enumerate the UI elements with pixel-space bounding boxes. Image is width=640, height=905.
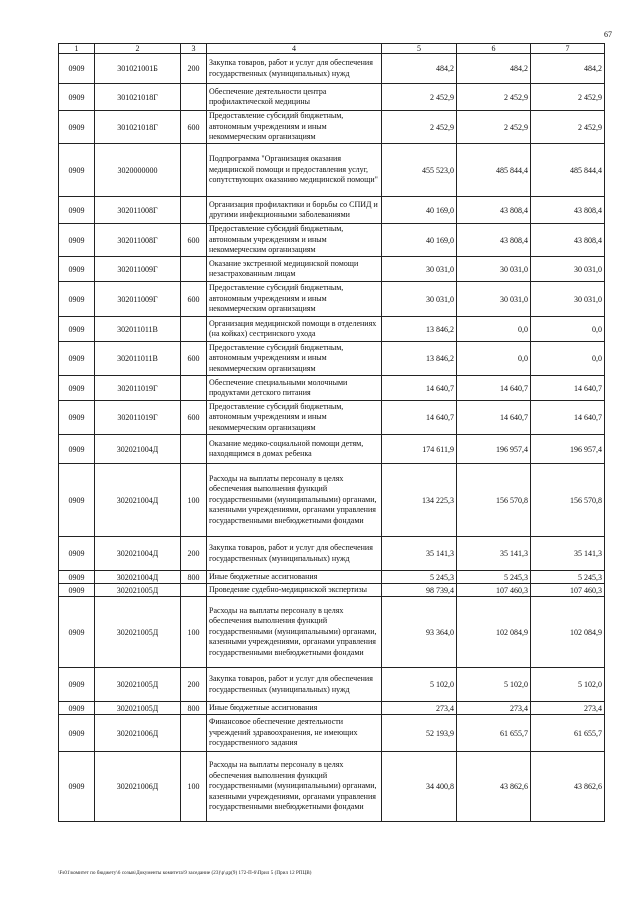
amount-col7: 5 245,3 — [531, 571, 605, 584]
expense-type-code — [181, 257, 207, 282]
table-row — [59, 464, 605, 537]
amount-col5: 40 169,0 — [382, 224, 457, 257]
target-article-code: 302021004Д — [95, 435, 181, 464]
amount-col5: 455 523,0 — [382, 144, 457, 197]
amount-col5: 174 611,9 — [382, 435, 457, 464]
code-0909: 0909 — [59, 144, 95, 197]
amount-col6: 43 808,4 — [457, 197, 531, 224]
amount-col7: 2 452,9 — [531, 84, 605, 111]
expense-type-code — [181, 197, 207, 224]
table-row — [59, 111, 605, 144]
code-0909: 0909 — [59, 342, 95, 376]
amount-col5: 13 846,2 — [382, 317, 457, 342]
code-0909: 0909 — [59, 224, 95, 257]
amount-col7: 2 452,9 — [531, 111, 605, 144]
table-row — [59, 668, 605, 702]
expense-type-code: 600 — [181, 401, 207, 435]
amount-col6: 0,0 — [457, 342, 531, 376]
expense-type-code — [181, 376, 207, 401]
table-row — [59, 197, 605, 224]
code-0909: 0909 — [59, 257, 95, 282]
amount-col7: 30 031,0 — [531, 282, 605, 317]
amount-col5: 5 245,3 — [382, 571, 457, 584]
table-row — [59, 376, 605, 401]
column-header: 6 — [457, 44, 531, 54]
code-0909: 0909 — [59, 84, 95, 111]
column-header: 4 — [207, 44, 382, 54]
amount-col5: 14 640,7 — [382, 376, 457, 401]
item-name: Закупка товаров, работ и услуг для обеспечения государственных (муниципальных) нужд — [207, 668, 382, 702]
table-row — [59, 54, 605, 84]
table-row — [59, 84, 605, 111]
expense-type-code: 800 — [181, 571, 207, 584]
item-name: Расходы на выплаты персоналу в целях обеспечения выполнения функций государственными (муниципальными) органами, казенными учреждениями, органами управления государственными внебюджетными фондами — [207, 752, 382, 822]
amount-col7: 484,2 — [531, 54, 605, 84]
table-row — [59, 342, 605, 376]
amount-col6: 43 862,6 — [457, 752, 531, 822]
amount-col5: 40 169,0 — [382, 197, 457, 224]
amount-col7: 14 640,7 — [531, 376, 605, 401]
table-row — [59, 537, 605, 571]
table-row — [59, 752, 605, 822]
expense-type-code — [181, 317, 207, 342]
page-number: 67 — [604, 30, 612, 39]
target-article-code: 302021005Д — [95, 584, 181, 597]
expense-type-code: 600 — [181, 111, 207, 144]
amount-col6: 2 452,9 — [457, 111, 531, 144]
amount-col5: 14 640,7 — [382, 401, 457, 435]
code-0909: 0909 — [59, 435, 95, 464]
item-name: Закупка товаров, работ и услуг для обеспечения государственных (муниципальных) нужд — [207, 54, 382, 84]
item-name: Обеспечение специальными молочными продуктами детского питания — [207, 376, 382, 401]
table-header-row — [59, 44, 605, 54]
expense-type-code: 600 — [181, 282, 207, 317]
expense-type-code: 100 — [181, 464, 207, 537]
amount-col7: 43 808,4 — [531, 197, 605, 224]
code-0909: 0909 — [59, 715, 95, 752]
amount-col6: 102 084,9 — [457, 597, 531, 668]
amount-col5: 98 739,4 — [382, 584, 457, 597]
code-0909: 0909 — [59, 54, 95, 84]
amount-col6: 14 640,7 — [457, 376, 531, 401]
column-header: 1 — [59, 44, 95, 54]
code-0909: 0909 — [59, 401, 95, 435]
item-name: Организация медицинской помощи в отделениях (на койках) сестринского ухода — [207, 317, 382, 342]
item-name: Финансовое обеспечение деятельности учреждений здравоохранения, не имеющих государственного задания — [207, 715, 382, 752]
code-0909: 0909 — [59, 597, 95, 668]
amount-col7: 43 862,6 — [531, 752, 605, 822]
amount-col5: 93 364,0 — [382, 597, 457, 668]
target-article-code: 302021006Д — [95, 752, 181, 822]
code-0909: 0909 — [59, 537, 95, 571]
amount-col5: 2 452,9 — [382, 111, 457, 144]
amount-col5: 484,2 — [382, 54, 457, 84]
target-article-code: 302021004Д — [95, 464, 181, 537]
item-name: Предоставление субсидий бюджетным, автономным учреждениям и иным некоммерческим организациям — [207, 111, 382, 144]
item-name: Подпрограмма "Организация оказания медицинской помощи и предоставления услуг, сопутствующих оказанию медицинской помощи" — [207, 144, 382, 197]
file-path-footer: \Fs01\комитет по бюджету\6 созыв\Документы комитета\9 заседание (23)\р\др(9) 172-П-6\Прил 5 (Прил 12 РПЦВ) — [58, 871, 312, 876]
target-article-code: 302021005Д — [95, 668, 181, 702]
expense-type-code: 100 — [181, 597, 207, 668]
target-article-code: 301021001Б — [95, 54, 181, 84]
budget-table — [58, 43, 605, 822]
amount-col5: 34 400,8 — [382, 752, 457, 822]
amount-col6: 30 031,0 — [457, 282, 531, 317]
amount-col5: 13 846,2 — [382, 342, 457, 376]
item-name: Обеспечение деятельности центра профилактической медицины — [207, 84, 382, 111]
amount-col6: 5 102,0 — [457, 668, 531, 702]
table-row — [59, 715, 605, 752]
target-article-code: 302011008Г — [95, 197, 181, 224]
amount-col7: 273,4 — [531, 702, 605, 715]
code-0909: 0909 — [59, 571, 95, 584]
target-article-code: 302021004Д — [95, 537, 181, 571]
code-0909: 0909 — [59, 752, 95, 822]
table-row — [59, 224, 605, 257]
amount-col5: 30 031,0 — [382, 282, 457, 317]
expense-type-code: 800 — [181, 702, 207, 715]
expense-type-code — [181, 584, 207, 597]
amount-col6: 0,0 — [457, 317, 531, 342]
amount-col6: 5 245,3 — [457, 571, 531, 584]
column-header: 2 — [95, 44, 181, 54]
amount-col6: 107 460,3 — [457, 584, 531, 597]
amount-col6: 43 808,4 — [457, 224, 531, 257]
target-article-code: 302011019Г — [95, 401, 181, 435]
table-row — [59, 702, 605, 715]
amount-col7: 107 460,3 — [531, 584, 605, 597]
item-name: Закупка товаров, работ и услуг для обеспечения государственных (муниципальных) нужд — [207, 537, 382, 571]
amount-col7: 35 141,3 — [531, 537, 605, 571]
item-name: Предоставление субсидий бюджетным, автономным учреждениям и иным некоммерческим организациям — [207, 282, 382, 317]
amount-col7: 102 084,9 — [531, 597, 605, 668]
expense-type-code: 600 — [181, 342, 207, 376]
item-name: Организация профилактики и борьбы со СПИД и другими инфекционными заболеваниями — [207, 197, 382, 224]
item-name: Расходы на выплаты персоналу в целях обеспечения выполнения функций государственными (муниципальными) органами, казенными учреждениями, органами управления государственными внебюджетными фондами — [207, 597, 382, 668]
amount-col6: 2 452,9 — [457, 84, 531, 111]
amount-col7: 5 102,0 — [531, 668, 605, 702]
amount-col5: 2 452,9 — [382, 84, 457, 111]
item-name: Оказание медико-социальной помощи детям, находящимся в домах ребенка — [207, 435, 382, 464]
item-name: Расходы на выплаты персоналу в целях обеспечения выполнения функций государственными (муниципальными) органами, казенными учреждениями, органами управления государственными внебюджетными фондами — [207, 464, 382, 537]
expense-type-code: 200 — [181, 668, 207, 702]
amount-col6: 14 640,7 — [457, 401, 531, 435]
target-article-code: 302011009Г — [95, 257, 181, 282]
code-0909: 0909 — [59, 464, 95, 537]
column-header: 5 — [382, 44, 457, 54]
amount-col6: 484,2 — [457, 54, 531, 84]
amount-col6: 156 570,8 — [457, 464, 531, 537]
target-article-code: 302021005Д — [95, 702, 181, 715]
expense-type-code: 200 — [181, 537, 207, 571]
target-article-code: 302011011В — [95, 317, 181, 342]
amount-col5: 5 102,0 — [382, 668, 457, 702]
item-name: Предоставление субсидий бюджетным, автономным учреждениям и иным некоммерческим организациям — [207, 401, 382, 435]
item-name: Иные бюджетные ассигнования — [207, 702, 382, 715]
amount-col7: 61 655,7 — [531, 715, 605, 752]
table-row — [59, 257, 605, 282]
expense-type-code — [181, 144, 207, 197]
item-name: Предоставление субсидий бюджетным, автономным учреждениям и иным некоммерческим организациям — [207, 224, 382, 257]
target-article-code: 302011011В — [95, 342, 181, 376]
expense-type-code — [181, 84, 207, 111]
column-header: 7 — [531, 44, 605, 54]
amount-col7: 43 808,4 — [531, 224, 605, 257]
code-0909: 0909 — [59, 702, 95, 715]
expense-type-code — [181, 435, 207, 464]
amount-col7: 485 844,4 — [531, 144, 605, 197]
amount-col6: 273,4 — [457, 702, 531, 715]
amount-col6: 30 031,0 — [457, 257, 531, 282]
column-header: 3 — [181, 44, 207, 54]
target-article-code: 301021018Г — [95, 111, 181, 144]
target-article-code: 302021005Д — [95, 597, 181, 668]
amount-col5: 134 225,3 — [382, 464, 457, 537]
amount-col7: 0,0 — [531, 342, 605, 376]
amount-col5: 273,4 — [382, 702, 457, 715]
amount-col5: 35 141,3 — [382, 537, 457, 571]
table-row — [59, 597, 605, 668]
expense-type-code: 600 — [181, 224, 207, 257]
item-name: Оказание экстренной медицинской помощи незастрахованным лицам — [207, 257, 382, 282]
amount-col7: 0,0 — [531, 317, 605, 342]
expense-type-code: 200 — [181, 54, 207, 84]
amount-col7: 156 570,8 — [531, 464, 605, 537]
item-name: Проведение судебно-медицинской экспертизы — [207, 584, 382, 597]
amount-col5: 52 193,9 — [382, 715, 457, 752]
code-0909: 0909 — [59, 111, 95, 144]
table-row — [59, 571, 605, 584]
item-name: Предоставление субсидий бюджетным, автономным учреждениям и иным некоммерческим организациям — [207, 342, 382, 376]
item-name: Иные бюджетные ассигнования — [207, 571, 382, 584]
table-row — [59, 584, 605, 597]
table-row — [59, 435, 605, 464]
code-0909: 0909 — [59, 317, 95, 342]
target-article-code: 302021006Д — [95, 715, 181, 752]
code-0909: 0909 — [59, 668, 95, 702]
code-0909: 0909 — [59, 197, 95, 224]
expense-type-code — [181, 715, 207, 752]
target-article-code: 302011019Г — [95, 376, 181, 401]
target-article-code: 3020000000 — [95, 144, 181, 197]
expense-type-code: 100 — [181, 752, 207, 822]
table-row — [59, 401, 605, 435]
amount-col5: 30 031,0 — [382, 257, 457, 282]
target-article-code: 302011008Г — [95, 224, 181, 257]
amount-col7: 196 957,4 — [531, 435, 605, 464]
target-article-code: 302011009Г — [95, 282, 181, 317]
amount-col6: 196 957,4 — [457, 435, 531, 464]
amount-col6: 35 141,3 — [457, 537, 531, 571]
code-0909: 0909 — [59, 376, 95, 401]
table-row — [59, 317, 605, 342]
table-row — [59, 144, 605, 197]
amount-col6: 61 655,7 — [457, 715, 531, 752]
amount-col7: 30 031,0 — [531, 257, 605, 282]
table-row — [59, 282, 605, 317]
target-article-code: 302021004Д — [95, 571, 181, 584]
amount-col6: 485 844,4 — [457, 144, 531, 197]
amount-col7: 14 640,7 — [531, 401, 605, 435]
target-article-code: 301021018Г — [95, 84, 181, 111]
code-0909: 0909 — [59, 584, 95, 597]
code-0909: 0909 — [59, 282, 95, 317]
